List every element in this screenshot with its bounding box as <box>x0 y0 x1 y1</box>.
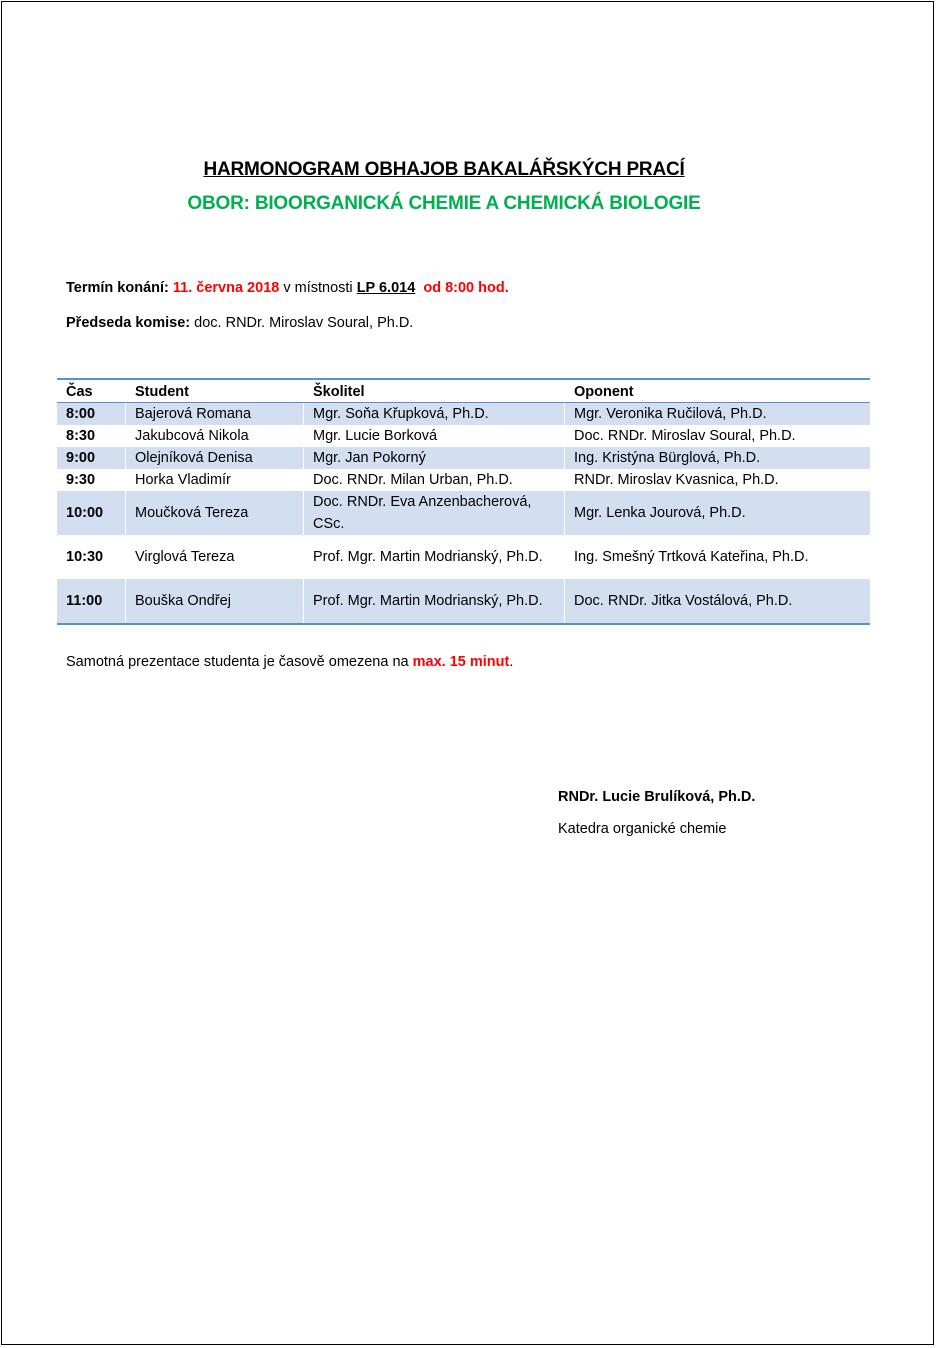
cell-time: 11:00 <box>57 579 126 624</box>
term-date: 11. června 2018 <box>172 280 280 296</box>
table-header-row <box>57 379 870 403</box>
cell-student: Jakubcová Nikola <box>126 425 304 447</box>
table-row <box>57 425 870 447</box>
start-time: od 8:00 hod. <box>423 280 509 296</box>
cell-supervisor: Mgr. Soňa Křupková, Ph.D. <box>304 403 565 426</box>
signature-name: RNDr. Lucie Brulíková, Ph.D. <box>558 789 756 805</box>
note-limit: max. 15 minut <box>412 654 510 670</box>
room-prefix: v místnosti <box>283 280 353 296</box>
cell-student: Moučková Tereza <box>126 491 304 535</box>
table-row <box>57 579 870 624</box>
cell-time: 10:30 <box>66 549 104 565</box>
cell-opponent: Ing. Kristýna Bürglová, Ph.D. <box>565 447 871 469</box>
cell-time: 8:30 <box>66 428 96 444</box>
cell-supervisor: Doc. RNDr. Milan Urban, Ph.D. <box>304 469 565 491</box>
table-row <box>57 403 870 426</box>
cell-student: Bajerová Romana <box>126 403 304 426</box>
table-row <box>57 447 870 469</box>
table-row <box>57 469 870 491</box>
cell-supervisor: Mgr. Lucie Borková <box>304 425 565 447</box>
signature-department: Katedra organické chemie <box>558 821 727 837</box>
cell-opponent: Doc. RNDr. Jitka Vostálová, Ph.D. <box>565 579 871 624</box>
term-line <box>66 280 509 296</box>
cell-supervisor: Prof. Mgr. Martin Modrianský, Ph.D. <box>304 535 565 579</box>
document-subtitle: OBOR: BIOORGANICKÁ CHEMIE A CHEMICKÁ BIOLOGIE <box>187 193 701 214</box>
document-page <box>1 1 934 1345</box>
header-student: Student <box>126 379 304 403</box>
cell-time: 10:00 <box>57 491 126 535</box>
cell-student: Olejníková Denisa <box>126 447 304 469</box>
cell-supervisor: Doc. RNDr. Eva Anzenbacherová, CSc. <box>304 491 565 535</box>
chair-line <box>66 315 413 331</box>
cell-opponent: Doc. RNDr. Miroslav Soural, Ph.D. <box>565 425 871 447</box>
cell-supervisor: Mgr. Jan Pokorný <box>304 447 565 469</box>
cell-opponent: Mgr. Lenka Jourová, Ph.D. <box>565 491 871 535</box>
cell-opponent: Ing. Smešný Trtková Kateřina, Ph.D. <box>565 535 871 579</box>
cell-student: Virglová Tereza <box>126 535 304 579</box>
chair-name: doc. RNDr. Miroslav Soural, Ph.D. <box>194 315 414 331</box>
cell-opponent: Mgr. Veronika Ručilová, Ph.D. <box>565 403 871 426</box>
chair-label: Předseda komise: <box>66 315 191 331</box>
table-row <box>57 491 870 535</box>
note-text: Samotná prezentace studenta je časově omezena na <box>66 654 409 670</box>
term-label: Termín konání: <box>66 280 169 296</box>
cell-student: Horka Vladimír <box>126 469 304 491</box>
cell-time: 9:30 <box>66 472 96 488</box>
cell-opponent: RNDr. Miroslav Kvasnica, Ph.D. <box>565 469 871 491</box>
document-title: HARMONOGRAM OBHAJOB BAKALÁŘSKÝCH PRACÍ <box>203 159 685 180</box>
cell-supervisor: Prof. Mgr. Martin Modrianský, Ph.D. <box>304 579 565 624</box>
cell-student: Bouška Ondřej <box>126 579 304 624</box>
table-row <box>57 535 870 579</box>
presentation-note <box>66 654 513 670</box>
note-end: . <box>509 654 514 670</box>
header-supervisor: Školitel <box>304 379 565 403</box>
header-opponent: Oponent <box>565 379 871 403</box>
header-time: Čas <box>57 379 126 403</box>
cell-time: 8:00 <box>57 403 126 426</box>
cell-time: 9:00 <box>57 447 126 469</box>
schedule-table <box>57 378 870 625</box>
room: LP 6.014 <box>356 280 416 296</box>
